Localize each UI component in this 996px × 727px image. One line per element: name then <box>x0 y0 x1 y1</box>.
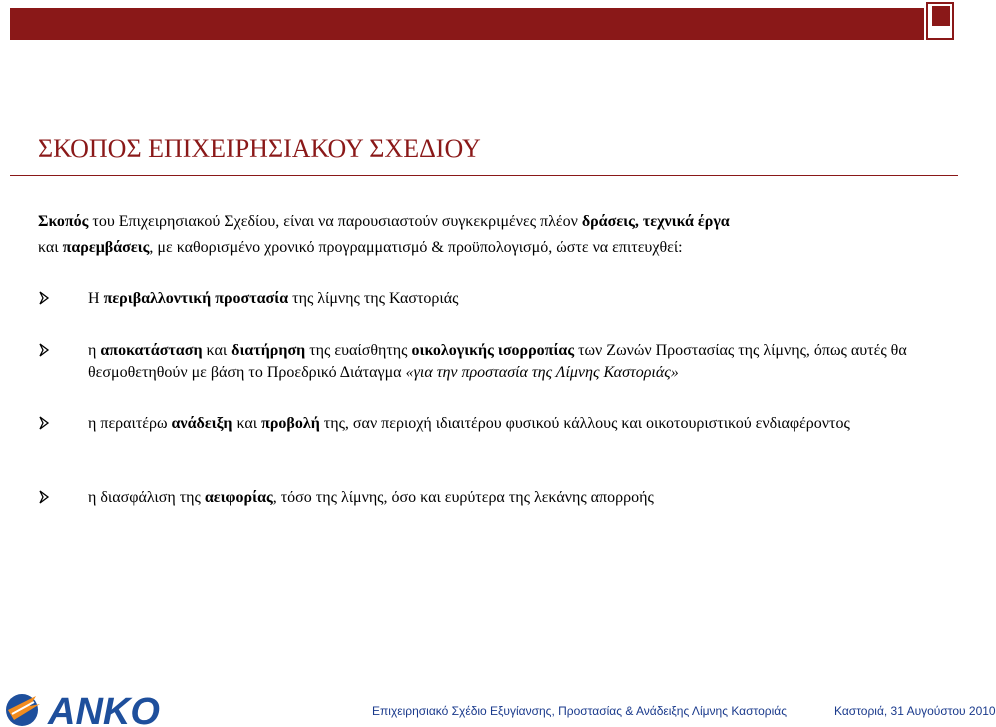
bullet-item-3 <box>38 413 938 435</box>
bullet-bold: διατήρηση <box>231 342 306 359</box>
bullet-text: η περαιτέρω <box>88 415 172 432</box>
intro-text-1: του Επιχειρησιακού Σχεδίου, είναι να παρουσιαστούν συγκεκριμένες πλέον <box>88 213 582 230</box>
bullet-item-4 <box>38 487 938 509</box>
logo-wordmark: ANKO <box>48 691 160 727</box>
bullet-text: και <box>232 415 262 432</box>
header-corner-square <box>932 6 950 26</box>
bullet-text: η διασφάλιση της <box>88 489 205 506</box>
intro-bold-1: Σκοπός <box>38 213 89 230</box>
bullet-bold: αειφορίας <box>204 489 273 506</box>
bullet-text: της ευαίσθητης <box>305 342 412 359</box>
bullet-text: και <box>202 342 232 359</box>
arrow-bullet-icon <box>38 416 50 430</box>
bullet-bold: αποκατάσταση <box>100 342 203 359</box>
bullet-text: της λίμνης της Καστοριάς <box>288 290 459 307</box>
intro-bold-2: δράσεις, τεχνικά έργα <box>581 213 730 230</box>
bullet-text: , τόσο της λίμνης, όσο και ευρύτερα της λεκάνης απορροής <box>272 489 654 506</box>
intro-paragraph <box>38 209 938 261</box>
arrow-bullet-icon <box>38 291 50 305</box>
intro-bold-3: παρεμβάσεις <box>62 239 150 256</box>
bullet-text: της, σαν περιοχή ιδιαιτέρου φυσικού κάλλους και οικοτουριστικού ενδιαφέροντος <box>319 415 850 432</box>
bullet-bold: οικολογικής ισορροπίας <box>411 342 575 359</box>
footer-title: Επιχειρησιακό Σχέδιο Εξυγίανσης, Προστασίας & Ανάδειξης Λίμνης Καστοριάς <box>372 704 787 718</box>
bullet-bold: περιβαλλοντική προστασία <box>103 290 289 307</box>
slide-title: ΣΚΟΠΟΣ ΕΠΙΧΕΙΡΗΣΙΑΚΟΥ ΣΧΕΔΙΟΥ <box>38 134 481 163</box>
bullet-italic: «για την προστασία της Λίμνης Καστοριάς» <box>405 364 679 381</box>
intro-text-3: , με καθορισμένο χρονικό προγραμματισμό & προϋπολογισμό, ώστε να επιτευχθεί: <box>149 239 683 256</box>
title-divider <box>10 175 958 176</box>
arrow-bullet-icon <box>38 490 50 504</box>
intro-text-2: και <box>38 239 63 256</box>
arrow-bullet-icon <box>38 343 50 357</box>
footer-date: Καστοριά, 31 Αυγούστου 2010 <box>834 704 996 718</box>
header-bar <box>10 8 924 40</box>
bullet-bold: ανάδειξη <box>171 415 233 432</box>
bullet-item-1 <box>38 288 938 310</box>
anko-logo <box>0 684 200 727</box>
bullet-text: Η <box>88 290 104 307</box>
bullet-text: η <box>88 342 101 359</box>
bullet-text: των Ζωνών Προστασίας της λίμνης, όπως αυτές θα θεσμοθετηθούν με βάση το Προεδρικό Διάταγμα <box>88 342 907 381</box>
bullet-item-2 <box>38 340 938 384</box>
bullet-bold: προβολή <box>261 415 320 432</box>
